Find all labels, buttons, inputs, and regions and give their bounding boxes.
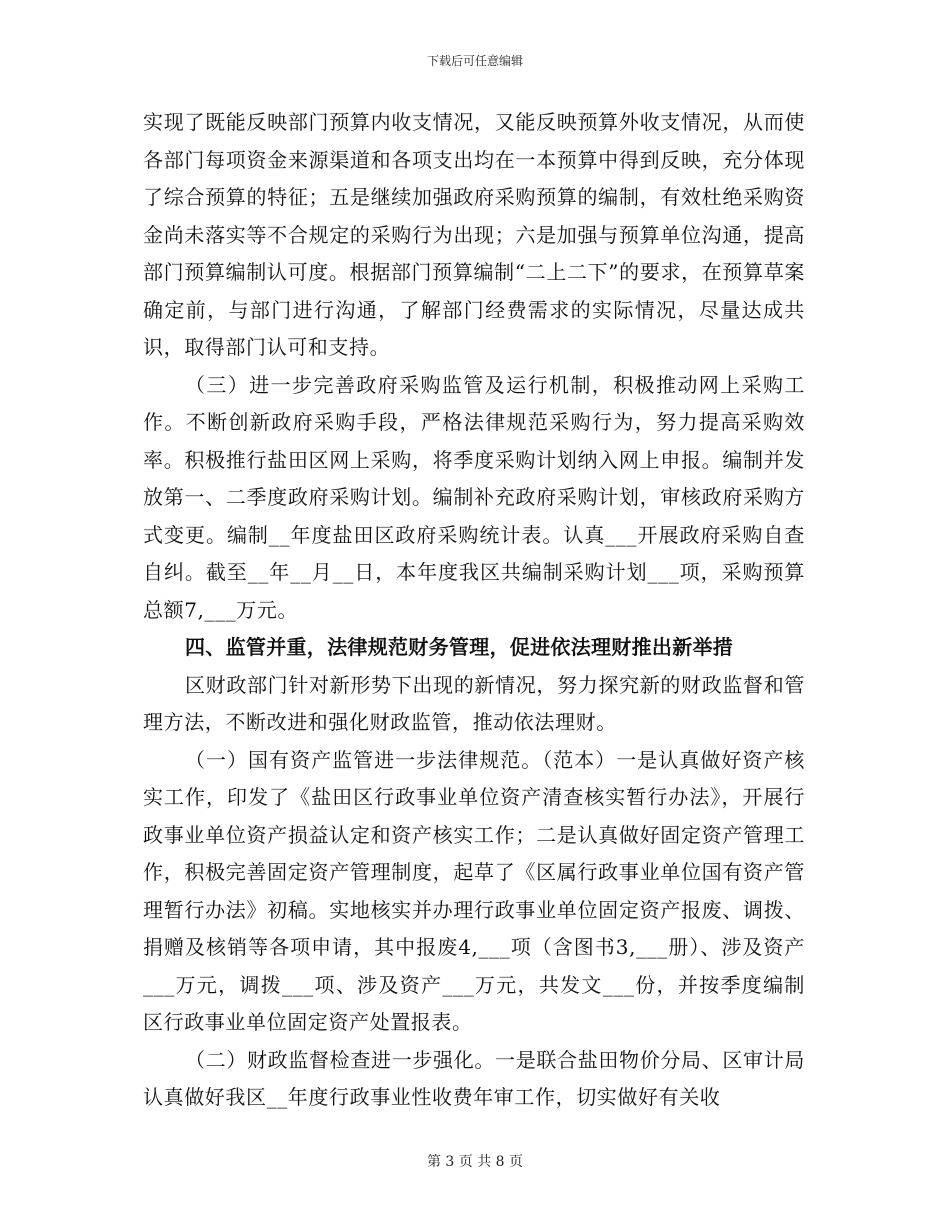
body-paragraph-supervision-intro: 区财政部门针对新形势下出现的新情况，努力探究新的财政监督和管理方法，不断改进和强化财政监管，推动依法理财。 — [143, 672, 805, 734]
page-number: 第 3 页 共 8 页 — [426, 1154, 524, 1170]
document-body — [143, 104, 805, 1117]
page-header-note: 下载后可任意编辑 — [426, 54, 523, 68]
body-paragraph-state-assets: （一）国有资产监管进一步法律规范。（范本）一是认真做好资产核实工作，印发了《盐田区行政事业单位资产清查核实暂行办法》，开展行政事业单位资产损益认定和资产核实工作；二是认真做好固定资产管理工作，积极完善固定资产管理制度，起草了《区属行政事业单位国有资产管理暂行办法》初稿。实地核实并办理行政事业单位固定资产报废、调拨、捐赠及核销等各项申请，其中报废4,___项（含图书3,___册）、涉及资产___万元，调拨___项、涉及资产___万元，共发文___份，并按季度编制区行政事业单位固定资产处置报表。 — [143, 747, 805, 1034]
body-paragraph-procurement: （三）进一步完善政府采购监管及运行机制，积极推动网上采购工作。不断创新政府采购手段，严格法律规范采购行为，努力提高采购效率。积极推行盐田区网上采购，将季度采购计划纳入网上申报。编制并发放第一、二季度政府采购计划。编制补充政府采购计划，审核政府采购方式变更。编制__年度盐田区政府采购统计表。认真___开展政府采购自查自纠。截至__年__月__日，本年度我区共编制采购计划___项，采购预算总额7,___万元。 — [143, 372, 805, 622]
section-heading-supervision: 四、监管并重，法律规范财务管理，促进依法理财推出新举措 — [185, 635, 734, 659]
body-paragraph-inspection: （二）财政监督检查进一步强化。一是联合盐田物价分局、区审计局认真做好我区__年度行政事业性收费年审工作，切实做好有关收 — [143, 1047, 805, 1109]
body-paragraph-budget-continuation: 实现了既能反映部门预算内收支情况，又能反映预算外收支情况，从而使各部门每项资金来源渠道和各项支出均在一本预算中得到反映，充分体现了综合预算的特征；五是继续加强政府采购预算的编制，有效杜绝采购资金尚未落实等不合规定的采购行为出现；六是加强与预算单位沟通，提高部门预算编制认可度。根据部门预算编制“二上二下”的要求，在预算草案确定前，与部门进行沟通，了解部门经费需求的实际情况，尽量达成共识，取得部门认可和支持。 — [143, 110, 805, 359]
